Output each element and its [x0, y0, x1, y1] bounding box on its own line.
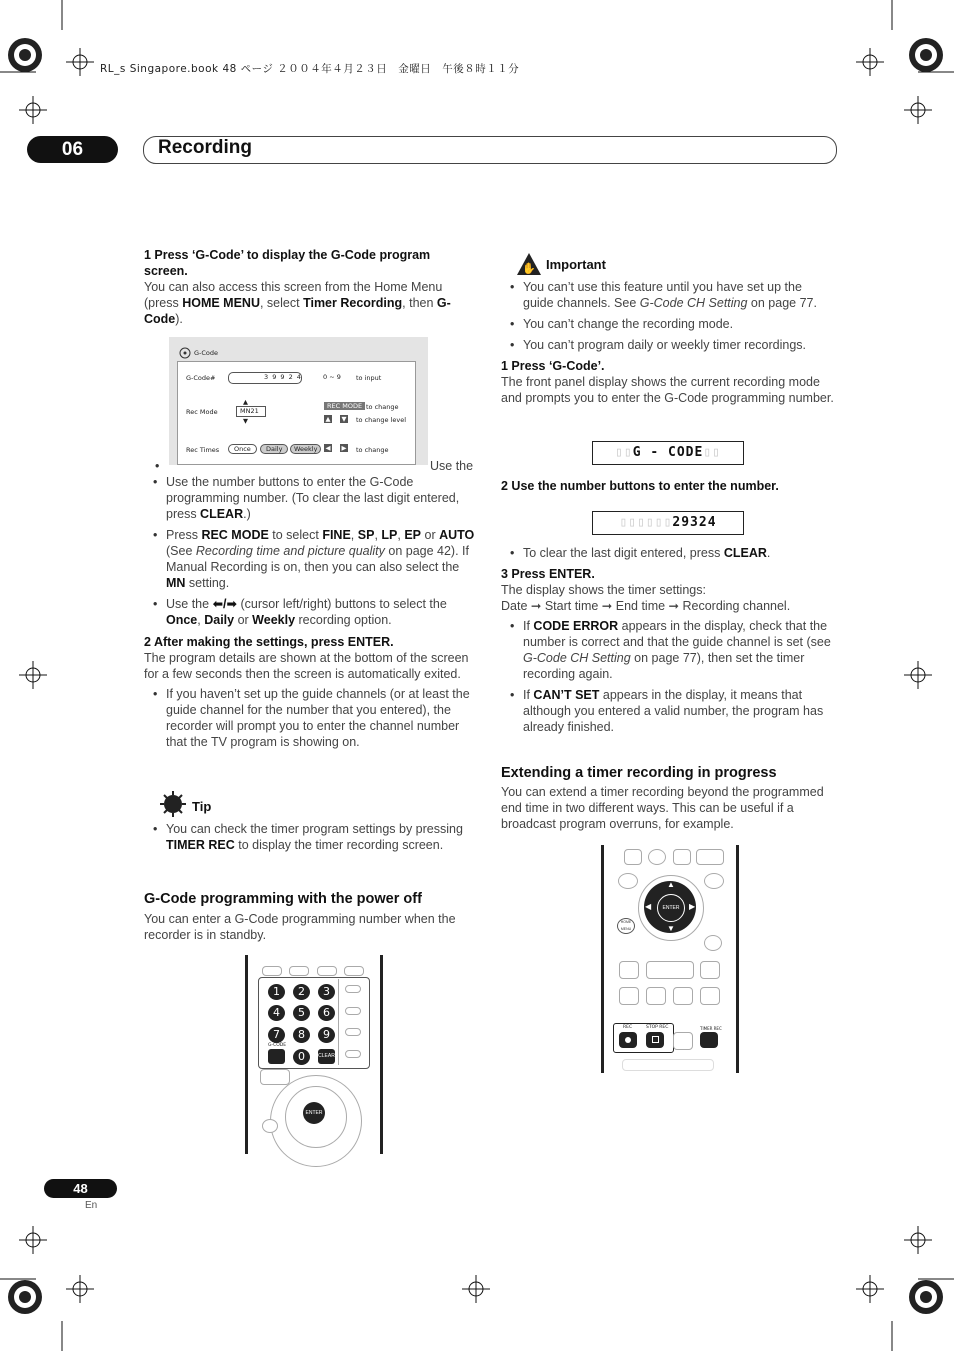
remote-side-button[interactable] — [345, 1028, 361, 1036]
osd-recmode-key: REC MODE — [324, 402, 365, 410]
left-bullets — [144, 474, 476, 755]
r-step3-bullet-cant-set: • If CAN’T SET appears in the display, it means that although you entered a valid number, the program has already finished. — [523, 687, 835, 735]
step2-bullet: • If you haven’t set up the guide channels (or at least the guide channel for the number that you entered), the recorder will prompt you to enter the channel number that the TV program is showing on. — [166, 686, 476, 750]
timer-rec-button[interactable] — [700, 1032, 718, 1048]
gcode-icon — [179, 347, 191, 359]
language-code: En — [85, 1200, 98, 1211]
right-key-icon: ▶ — [341, 444, 347, 452]
osd-option-once[interactable]: Once — [228, 444, 257, 454]
key-2[interactable]: 2 — [293, 984, 310, 1000]
osd-range: 0 ~ 9 — [323, 373, 341, 381]
osd-recmode-value: MN21 — [240, 407, 259, 415]
right-arrow-icon: ▶ — [689, 902, 696, 911]
remote-button[interactable] — [704, 873, 724, 889]
important-bullet-3: • You can’t program daily or weekly timer recordings. — [523, 337, 835, 353]
osd-rectimes-label: Rec Times — [186, 446, 220, 454]
r-step3-title: 3 Press ENTER. — [501, 567, 595, 581]
left-arrow-icon: ◀ — [645, 902, 652, 911]
remote-button[interactable] — [260, 1069, 290, 1085]
remote-navigation — [601, 845, 739, 1073]
remote-button[interactable] — [700, 961, 720, 979]
remote-button[interactable] — [619, 961, 639, 979]
up-key-icon: ▲ — [325, 415, 331, 423]
important-bullet-1: • You can’t use this feature until you have set up the guide channels. See G-Code CH Setting on page 77. — [523, 279, 835, 311]
key-3[interactable]: 3 — [318, 984, 335, 1000]
tip-label: Tip — [192, 799, 212, 814]
osd-to-input: to input — [356, 374, 382, 382]
rec-button[interactable] — [619, 1032, 637, 1048]
up-arrow-icon: ▲ — [667, 880, 675, 889]
osd-to-change-times: to change — [356, 446, 389, 454]
remote-button[interactable] — [618, 873, 638, 889]
key-8[interactable]: 8 — [293, 1027, 310, 1043]
remote-button[interactable] — [696, 849, 724, 865]
remote-button[interactable] — [673, 1032, 693, 1050]
heading-power-off: G-Code programming with the power off — [144, 891, 422, 907]
remote-top-button[interactable] — [262, 966, 282, 976]
osd-to-change-level: to change level — [356, 416, 407, 424]
key-1[interactable]: 1 — [268, 984, 285, 1000]
osd-option-daily[interactable]: Daily — [260, 444, 288, 454]
step2-title: 2 After making the settings, press ENTER. — [144, 635, 394, 649]
up-arrow-icon: ▲ — [243, 398, 248, 406]
stop-rec-button[interactable] — [646, 1032, 664, 1048]
key-5[interactable]: 5 — [293, 1005, 310, 1021]
bullet-cursor: • Use the ⬅/➡ (cursor left/right) buttons to select the Once, Daily or Weekly recording option. — [166, 596, 476, 628]
gcode-osd-screen — [169, 337, 428, 465]
important-bullet-2: • You can’t change the recording mode. — [523, 316, 835, 332]
osd-gcode-value: 3 9 9 2 4 — [264, 373, 302, 381]
r-step1-title: 1 Press ‘G-Code’. — [501, 359, 605, 373]
step2-body: The program details are shown at the bottom of the screen for a few seconds then the screen is automatically exited. — [144, 651, 469, 681]
right-lower — [501, 545, 835, 740]
left-key-icon: ◀ — [325, 444, 331, 452]
r-step3-body: The display shows the timer settings: — [501, 583, 706, 597]
b1-lead: Use the — [430, 459, 474, 473]
gcode-key-label: G-CODE — [268, 1043, 287, 1048]
remote-button[interactable] — [704, 935, 722, 951]
remote-top-button[interactable] — [344, 966, 364, 976]
remote-button[interactable] — [646, 961, 694, 979]
tip-bullet: • You can check the timer program settings by pressing TIMER REC to display the timer recording screen. — [166, 821, 476, 853]
important-label: Important — [546, 257, 606, 272]
remote-button[interactable] — [262, 1119, 278, 1133]
r-step2-title: 2 Use the number buttons to enter the number. — [501, 479, 779, 493]
key-7[interactable]: 7 — [268, 1027, 285, 1043]
remote-button[interactable] — [673, 849, 691, 865]
bullet-dot: • — [155, 459, 160, 473]
rec-label: REC — [623, 1025, 633, 1030]
down-arrow-icon: ▼ — [243, 417, 248, 425]
svg-text:✋: ✋ — [522, 262, 536, 275]
osd-title: G-Code — [194, 349, 219, 357]
chapter-number: 06 — [27, 136, 118, 163]
page-number: 48 — [44, 1179, 117, 1198]
osd-panel — [177, 361, 416, 465]
osd-to-change: to change — [366, 403, 399, 411]
remote-button[interactable] — [646, 987, 666, 1005]
print-header-info: RL_s Singapore.book 48 ページ ２００４年４月２３日 金曜日 午後８時１１分 — [100, 63, 520, 75]
step1-body: You can also access this screen from the Home Menu (press HOME MENU, select Timer Recording, then G-Code). — [144, 280, 451, 326]
key-6[interactable]: 6 — [318, 1005, 335, 1021]
stop-rec-label: STOP REC — [646, 1025, 669, 1030]
timer-rec-label: TIMER REC — [700, 1026, 722, 1031]
remote-top-button[interactable] — [317, 966, 337, 976]
enter-button[interactable]: ENTER — [657, 894, 685, 922]
b1-text: Use the number buttons to enter the G-Code programming number. (To clear the last digit entered, press CLEAR.) — [166, 475, 460, 521]
down-arrow-icon: ▼ — [667, 924, 675, 933]
front-panel-display-gcode: ▯▯G - CODE▯▯ — [592, 441, 744, 465]
tip-body — [144, 821, 476, 858]
power-off-body: You can enter a G-Code programming number when the recorder is in standby. — [144, 912, 456, 942]
remote-side-button[interactable] — [345, 1007, 361, 1015]
remote-button[interactable] — [619, 987, 639, 1005]
remote-button[interactable] — [648, 849, 666, 865]
left-step1 — [144, 247, 476, 327]
extend-body: You can extend a timer recording beyond the programmed end time in two different ways. This can be useful if a broadcast program overruns, for example. — [501, 785, 824, 831]
tip-icon — [160, 791, 186, 817]
r-step1-body: The front panel display shows the current recording mode and prompts you to enter the G-Code programming number. — [501, 375, 834, 405]
bullet-rec-mode: • Press REC MODE to select FINE, SP, LP, EP or AUTO (See Recording time and picture quality on page 42). If Manual Recording is on, then you can also select the MN setting. — [166, 527, 476, 591]
osd-gcode-label: G-Code# — [186, 374, 216, 382]
remote-button[interactable] — [700, 987, 720, 1005]
key-9[interactable]: 9 — [318, 1027, 335, 1043]
key-0[interactable]: 0 — [293, 1049, 310, 1065]
r-step3-bullet-code-error: • If CODE ERROR appears in the display, check that the number is correct and that the guide channel is set (see G-Code CH Setting on page 77), then set the timer recording again. — [523, 618, 835, 682]
down-key-icon: ▼ — [341, 415, 347, 423]
r-step3-sequence: Date ➞ Start time ➞ End time ➞ Recording channel. — [501, 599, 791, 613]
remote-button-row[interactable] — [622, 1059, 714, 1071]
remote-button[interactable] — [673, 987, 693, 1005]
remote-number-pad — [245, 955, 383, 1154]
important-icon — [516, 252, 542, 276]
bullet-number-buttons — [166, 474, 476, 522]
osd-recmode-label: Rec Mode — [186, 408, 218, 416]
enter-button[interactable]: ENTER — [303, 1102, 325, 1124]
home-menu-button[interactable]: HOME MENU — [617, 918, 635, 934]
front-panel-display-number: ▯▯▯▯▯▯29324 — [592, 511, 744, 535]
step1-title: 1 Press ‘G-Code’ to display the G-Code program screen. — [144, 248, 431, 278]
clear-button[interactable]: CLEAR — [318, 1049, 335, 1064]
heading-extending: Extending a timer recording in progress — [501, 765, 777, 781]
gcode-button[interactable] — [268, 1049, 285, 1064]
remote-top-button[interactable] — [289, 966, 309, 976]
remote-side-button[interactable] — [345, 1050, 361, 1058]
osd-option-weekly[interactable]: Weekly — [290, 444, 321, 454]
chapter-title: Recording — [158, 137, 252, 158]
key-4[interactable]: 4 — [268, 1005, 285, 1021]
remote-button[interactable] — [624, 849, 642, 865]
remote-side-button[interactable] — [345, 985, 361, 993]
r-step2-bullet: • To clear the last digit entered, press CLEAR. — [523, 545, 835, 561]
right-main — [501, 279, 835, 406]
